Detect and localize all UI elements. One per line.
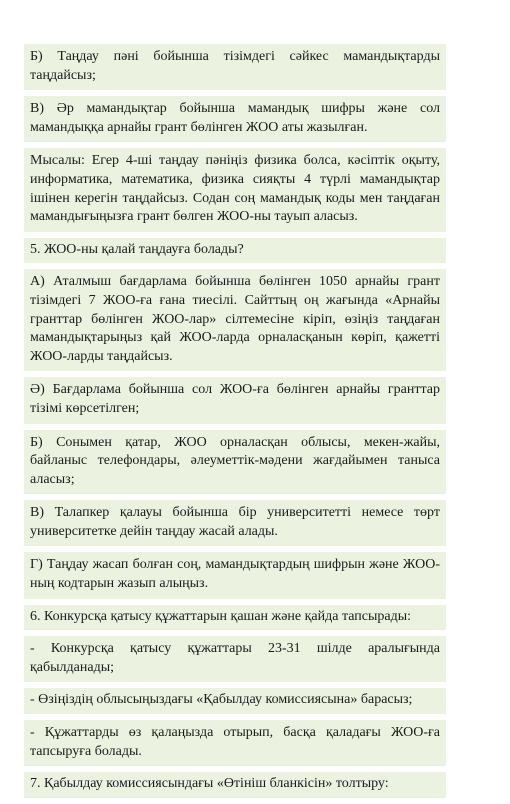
paragraph-example-physics: Мысалы: Егер 4-ші таңдау пәніңіз физика болса, кәсіптік оқыту, информатика, математика, физика сияқты 4 түрлі мамандықтар ішінен керегін таңдайсыз. Содан соң мамандық коды мен таңдаған мамандығыңызға грант бөлген ЖОО-ны тауып аласыз. bbox=[24, 148, 446, 231]
paragraph-g-write-codes: Г) Таңдау жасап болған соң, мамандықтардың шифрын және ЖОО-ның кодтарын жазып алыңыз. bbox=[24, 552, 446, 598]
paragraph-b-university-info: Б) Сонымен қатар, ЖОО орналасқан облысы, мекен-жайы, байланыс телефондары, әлеуметтік-мәдени жағдайымен таныса аласыз; bbox=[24, 430, 446, 495]
list-item-remote-submission: - Құжаттарды өз қалаңызда отырып, басқа қаладағы ЖОО-ға тапсыруға болады. bbox=[24, 720, 446, 766]
paragraph-a-grants: А) Аталмыш бағдарлама бойынша бөлінген 1050 арнайы грант тізімдегі 7 ЖОО-ға ғана тиесілі. Сайттың оң жағында «Арнайы гранттар бөлінген ЖОО-лар» сілтемесіне кіріп, өзіңіз таңдаған мамандықтарыңыз қай ЖОО-ларда орналасқанын көріп, қажетті ЖОО-ларды таңдайсыз. bbox=[24, 269, 446, 371]
paragraph-v-applicant-choice: В) Талапкер қалауы бойынша бір университетті немесе төрт университетке дейін таңдау жасай алады. bbox=[24, 500, 446, 546]
paragraph-v-specialty-codes: В) Әр мамандықтар бойынша мамандық шифры және сол мамандыққа арнайы грант бөлінген ЖОО аты жазылған. bbox=[24, 96, 446, 142]
document-page bbox=[24, 44, 446, 804]
paragraph-b-select-specialties: Б) Таңдау пәні бойынша тізімдегі сәйкес мамандықтарды таңдайсыз; bbox=[24, 44, 446, 90]
heading-7-application-form: 7. Қабылдау комиссиясындағы «Өтініш бланкісін» толтыру: bbox=[24, 772, 446, 798]
heading-5-choose-university: 5. ЖОО-ны қалай таңдауға болады? bbox=[24, 238, 446, 264]
paragraph-ae-grant-list: Ә) Бағдарлама бойынша сол ЖОО-ға бөлінген арнайы гранттар тізімі көрсетілген; bbox=[24, 377, 446, 423]
list-item-commission: - Өзіңіздің облысыңыздағы «Қабылдау комиссиясына» барасыз; bbox=[24, 688, 446, 714]
list-item-dates: - Конкурсқа қатысу құжаттары 23-31 шілде аралығында қабылданады; bbox=[24, 636, 446, 682]
heading-6-documents: 6. Конкурсқа қатысу құжаттарын қашан және қайда тапсырады: bbox=[24, 605, 446, 631]
